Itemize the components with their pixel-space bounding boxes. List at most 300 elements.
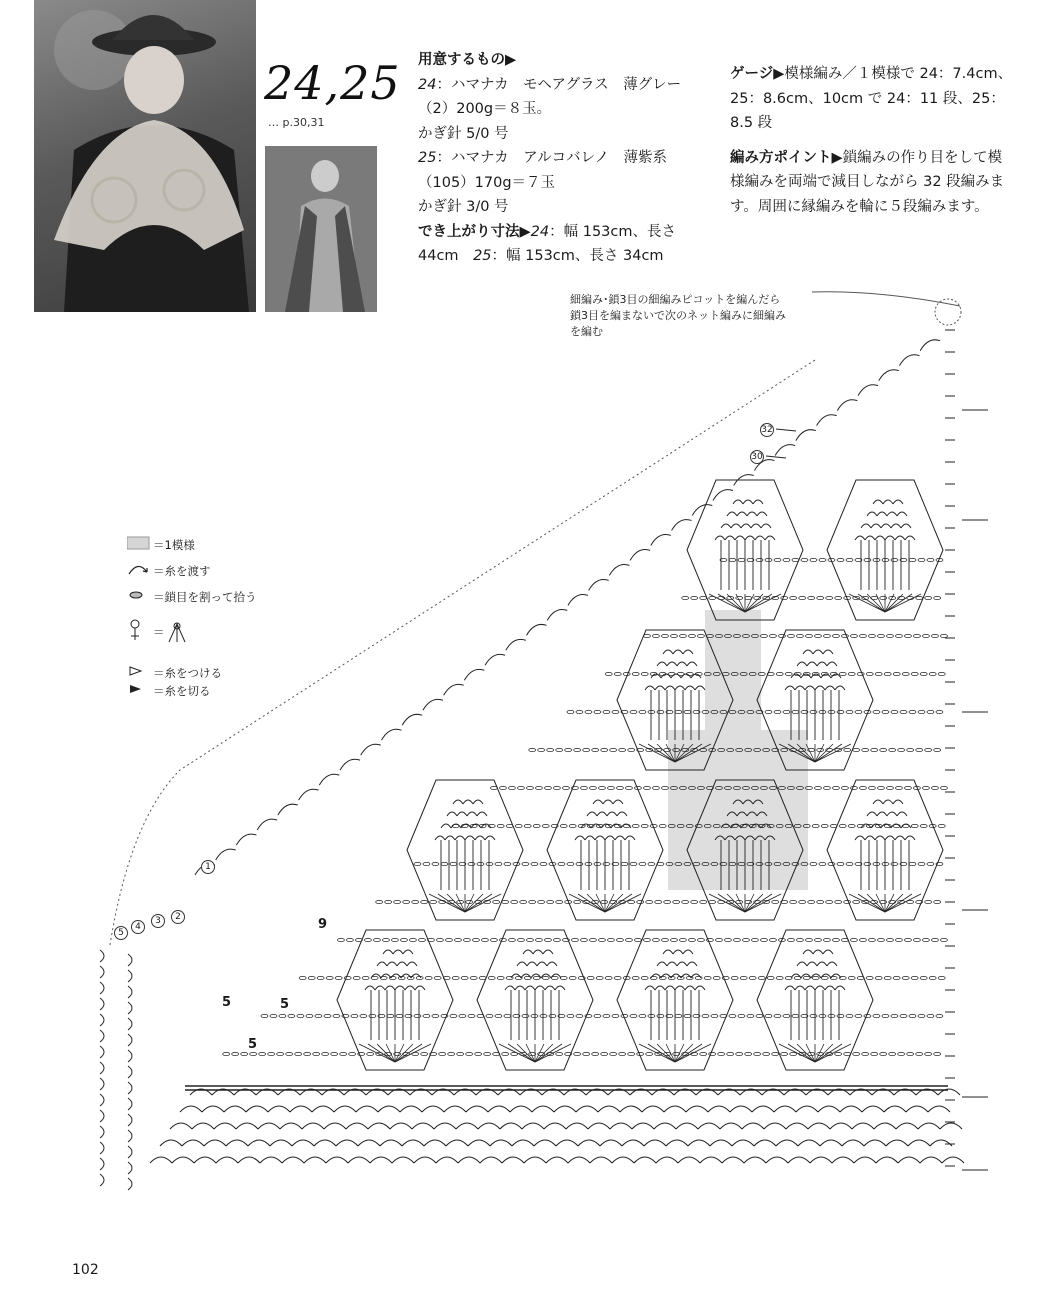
chain-stitch	[511, 900, 518, 903]
pineapple-loop	[675, 686, 685, 690]
chain-stitch	[857, 824, 864, 827]
chain-stitch	[279, 1014, 286, 1017]
pineapple-loop	[825, 686, 835, 690]
chain-loop	[590, 1157, 612, 1163]
chain-stitch	[610, 748, 617, 751]
chain-stitch	[648, 862, 655, 865]
chain-stitch	[358, 1052, 365, 1055]
pineapple-loop	[463, 800, 473, 804]
chain-stitch	[846, 1014, 853, 1017]
chain-loop	[862, 1106, 884, 1112]
chain-loop	[774, 1106, 796, 1112]
pineapple-loop	[695, 986, 705, 990]
chain-stitch	[488, 976, 495, 979]
pineapple-loop	[875, 536, 885, 540]
chain-stitch	[931, 786, 938, 789]
chain-stitch	[808, 596, 815, 599]
pineapple-loop	[801, 974, 811, 978]
chain-stitch	[844, 748, 851, 751]
chain-stitch	[497, 976, 504, 979]
pineapple-loop	[885, 536, 895, 540]
pineapple-loop	[515, 986, 525, 990]
pineapple-loop	[657, 962, 667, 966]
chain-loop	[830, 1123, 852, 1129]
chain-stitch	[679, 938, 686, 941]
chain-stitch	[754, 596, 761, 599]
pineapple-loop	[645, 986, 655, 990]
row-arrow	[776, 429, 796, 431]
chain-stitch	[704, 976, 711, 979]
chain-stitch	[542, 976, 549, 979]
chain-stitch	[313, 1052, 320, 1055]
chain-stitch	[837, 1014, 844, 1017]
chain-stitch	[506, 976, 513, 979]
pineapple-loop	[447, 812, 457, 816]
chain-stitch	[688, 634, 695, 637]
chain-stitch	[322, 1052, 329, 1055]
chain-stitch	[880, 748, 887, 751]
chain-stitch	[925, 1052, 932, 1055]
chart-digit: 5	[280, 997, 290, 1012]
chain-stitch	[403, 900, 410, 903]
chain-stitch	[936, 710, 943, 713]
chain-stitch	[655, 900, 662, 903]
left-edge-loop	[100, 1110, 104, 1122]
chain-loop	[392, 1157, 414, 1163]
pineapple-loop	[465, 836, 475, 840]
chain-loop	[752, 1106, 774, 1112]
chain-loop	[312, 1106, 334, 1112]
chain-stitch	[324, 1014, 331, 1017]
chain-loop	[612, 1157, 634, 1163]
chain-loop	[688, 1140, 710, 1146]
chain-stitch	[477, 862, 484, 865]
left-edge-loop	[100, 1014, 104, 1026]
chain-stitch	[304, 1052, 311, 1055]
chain-stitch	[544, 786, 551, 789]
edging-scallop	[527, 624, 547, 635]
chain-stitch	[925, 596, 932, 599]
chain-loop	[182, 1140, 204, 1146]
chain-stitch	[454, 938, 461, 941]
chain-stitch	[907, 748, 914, 751]
chain-loop	[610, 1123, 632, 1129]
chain-stitch	[859, 786, 866, 789]
chain-loop	[796, 1106, 818, 1112]
fan-stitch	[675, 1044, 693, 1062]
chain-stitch	[657, 1014, 664, 1017]
pattern-25-id: 25	[418, 150, 437, 166]
chain-stitch	[781, 596, 788, 599]
left-edge-loop	[100, 1030, 104, 1042]
chain-loop	[304, 1157, 326, 1163]
chain-stitch	[907, 900, 914, 903]
chain-stitch	[837, 558, 844, 561]
pineapple-loop	[695, 686, 705, 690]
chain-stitch	[659, 976, 666, 979]
chain-stitch	[866, 976, 873, 979]
chain-stitch	[931, 634, 938, 637]
chain-stitch	[796, 938, 803, 941]
chain-stitch	[567, 710, 574, 713]
chain-stitch	[900, 710, 907, 713]
pineapple-loop	[523, 950, 533, 954]
chain-stitch	[895, 634, 902, 637]
chain-stitch	[346, 938, 353, 941]
chain-stitch	[340, 1052, 347, 1055]
pineapple-loop	[795, 986, 805, 990]
pineapple-loop	[887, 812, 897, 816]
filled-triangle-icon	[127, 682, 153, 699]
chain-stitch	[421, 900, 428, 903]
chain-stitch	[711, 1014, 718, 1017]
fan-stitch	[377, 1044, 395, 1062]
chain-stitch	[839, 824, 846, 827]
chain-stitch	[250, 1052, 257, 1055]
pineapple-loop	[547, 962, 557, 966]
chain-stitch	[691, 900, 698, 903]
pineapple-loop	[685, 686, 695, 690]
chain-stitch	[745, 596, 752, 599]
pineapple-loop	[735, 536, 745, 540]
chain-loop	[840, 1106, 862, 1112]
chain-stitch	[891, 558, 898, 561]
gauge-heading: ゲージ▶	[730, 66, 785, 82]
left-edge-loop	[100, 1094, 104, 1106]
chain-stitch	[475, 1052, 482, 1055]
chain-loop	[336, 1140, 358, 1146]
chain-stitch	[821, 976, 828, 979]
pineapple-loop	[645, 686, 655, 690]
edging-scallop	[858, 385, 878, 396]
chain-stitch	[882, 1014, 889, 1017]
chain-loop	[622, 1140, 644, 1146]
chain-loop	[248, 1140, 270, 1146]
pattern-24-id: 24	[418, 76, 437, 93]
chain-loop	[324, 1123, 346, 1129]
chain-loop	[412, 1123, 434, 1129]
chain-stitch	[423, 1014, 430, 1017]
chain-stitch	[934, 748, 941, 751]
chain-stitch	[317, 976, 324, 979]
chain-stitch	[574, 1052, 581, 1055]
pineapple-loop	[397, 962, 407, 966]
chain-stitch	[286, 1052, 293, 1055]
chain-stitch	[848, 672, 855, 675]
pineapple-loop	[675, 986, 685, 990]
pineapple-loop	[387, 962, 397, 966]
chain-loop	[654, 1123, 676, 1129]
chain-stitch	[785, 672, 792, 675]
pineapple-loop	[757, 512, 767, 516]
chain-loop	[434, 1123, 456, 1129]
chain-stitch	[736, 596, 743, 599]
chain-stitch	[857, 976, 864, 979]
pineapple-loop	[895, 536, 905, 540]
chain-stitch	[810, 558, 817, 561]
chain-stitch	[749, 976, 756, 979]
pineapple-loop	[873, 500, 883, 504]
chain-stitch	[634, 938, 641, 941]
pineapple-loop	[823, 650, 833, 654]
chain-loop	[786, 1123, 808, 1129]
pineapple-loop	[415, 986, 425, 990]
chain-stitch	[742, 938, 749, 941]
chain-stitch	[418, 938, 425, 941]
fan-stitch	[885, 894, 921, 912]
chain-stitch	[560, 976, 567, 979]
chain-stitch	[769, 938, 776, 941]
chain-stitch	[873, 558, 880, 561]
chain-stitch	[349, 1052, 356, 1055]
pineapple-loop	[683, 650, 693, 654]
chain-stitch	[457, 1052, 464, 1055]
chain-loop	[260, 1157, 282, 1163]
pineapple-loop	[671, 974, 681, 978]
chain-stitch	[580, 786, 587, 789]
chain-stitch	[819, 710, 826, 713]
chain-stitch	[814, 938, 821, 941]
chain-stitch	[508, 938, 515, 941]
chain-stitch	[277, 1052, 284, 1055]
fan-stitch	[429, 894, 465, 912]
chain-stitch	[922, 938, 929, 941]
chain-stitch	[792, 558, 799, 561]
shaded-square-icon	[127, 536, 153, 553]
chain-stitch	[841, 634, 848, 637]
pineapple-loop	[691, 674, 701, 678]
chain-stitch	[911, 824, 918, 827]
chain-stitch	[223, 1052, 230, 1055]
chain-stitch	[889, 1052, 896, 1055]
chain-stitch	[553, 938, 560, 941]
chain-stitch	[922, 786, 929, 789]
pineapple-loop	[905, 836, 915, 840]
pineapple-loop	[805, 986, 815, 990]
chain-stitch	[468, 862, 475, 865]
chain-loop	[292, 1140, 314, 1146]
fan-stitch	[849, 894, 885, 912]
chain-loop	[510, 1106, 532, 1112]
chain-stitch	[763, 900, 770, 903]
chain-loop	[568, 1157, 590, 1163]
chain-stitch	[765, 558, 772, 561]
chain-stitch	[661, 634, 668, 637]
chain-stitch	[826, 900, 833, 903]
chain-stitch	[718, 1052, 725, 1055]
chain-stitch	[569, 976, 576, 979]
chain-stitch	[819, 1014, 826, 1017]
chain-stitch	[673, 900, 680, 903]
chain-stitch	[556, 1052, 563, 1055]
chain-stitch	[927, 1014, 934, 1017]
chain-stitch	[628, 900, 635, 903]
chain-stitch	[850, 634, 857, 637]
chain-stitch	[337, 938, 344, 941]
pineapple-loop	[741, 524, 751, 528]
pineapple-loop	[897, 812, 907, 816]
size-heading: でき上がり寸法▶	[418, 223, 531, 240]
chain-loop	[940, 1123, 962, 1129]
pineapple-loop	[393, 950, 403, 954]
chain-loop	[620, 1106, 642, 1112]
chain-loop	[798, 1140, 820, 1146]
pineapple-loop	[587, 812, 597, 816]
chain-stitch	[918, 862, 925, 865]
chain-stitch	[423, 862, 430, 865]
yarn-24-text: ：ハマナカ モヘアグラス 薄グレー（2）200g＝８玉。	[418, 76, 682, 117]
chain-loop	[566, 1123, 588, 1129]
size-24-id: 24	[530, 223, 550, 240]
pineapple-loop	[531, 974, 541, 978]
chain-loop	[270, 1140, 292, 1146]
chain-stitch	[439, 1052, 446, 1055]
chain-stitch	[920, 672, 927, 675]
pineapple-loop	[817, 662, 827, 666]
pineapple-loop	[733, 500, 743, 504]
chain-stitch	[774, 1014, 781, 1017]
chain-stitch	[695, 976, 702, 979]
chain-stitch	[414, 1014, 421, 1017]
left-edge-loop	[128, 1018, 132, 1030]
chain-stitch	[661, 786, 668, 789]
pineapple-loop	[671, 674, 681, 678]
chain-loop	[314, 1140, 336, 1146]
chain-stitch	[835, 900, 842, 903]
legend-item	[127, 562, 211, 579]
arc-arrow-icon	[127, 562, 153, 579]
chain-stitch	[925, 748, 932, 751]
pineapple-loop	[505, 986, 515, 990]
pineapple-loop	[533, 950, 543, 954]
fan-stitch	[395, 1044, 413, 1062]
chain-stitch	[605, 672, 612, 675]
chain-loop	[446, 1140, 468, 1146]
chain-loop	[754, 1140, 776, 1146]
chain-loop	[204, 1140, 226, 1146]
chain-loop	[192, 1123, 214, 1129]
chain-stitch	[531, 1014, 538, 1017]
annotation-line-1: 細編み･鎖3目の細編みピコットを編んだら	[570, 293, 781, 306]
left-edge-loop	[128, 954, 132, 966]
chain-stitch	[524, 976, 531, 979]
legend-label: ＝	[153, 624, 165, 639]
chain-stitch	[877, 786, 884, 789]
pineapple-loop	[815, 986, 825, 990]
edging-scallop	[340, 759, 360, 770]
chain-stitch	[670, 938, 677, 941]
chain-stitch	[403, 1052, 410, 1055]
left-edge-loop	[100, 1062, 104, 1074]
pineapple-loop	[365, 986, 375, 990]
chain-stitch	[526, 938, 533, 941]
chain-stitch	[565, 748, 572, 751]
chain-stitch	[902, 976, 909, 979]
pineapple-loop	[897, 512, 907, 516]
chain-stitch	[540, 862, 547, 865]
chain-stitch	[938, 672, 945, 675]
chain-stitch	[335, 976, 342, 979]
chain-stitch	[810, 862, 817, 865]
stitch-equivalence-svg	[127, 618, 151, 642]
chain-stitch	[295, 1052, 302, 1055]
chain-stitch	[412, 1052, 419, 1055]
chain-stitch	[760, 634, 767, 637]
edging-scallop	[236, 834, 256, 845]
chain-stitch	[535, 786, 542, 789]
chain-loop	[424, 1140, 446, 1146]
chain-loop	[908, 1140, 930, 1146]
open-triangle-svg	[127, 664, 151, 678]
chain-stitch	[486, 1014, 493, 1017]
pineapple-loop	[877, 512, 887, 516]
chain-stitch	[760, 938, 767, 941]
chain-loop	[842, 1140, 864, 1146]
chain-stitch	[745, 900, 752, 903]
chain-stitch	[891, 862, 898, 865]
chain-stitch	[414, 862, 421, 865]
chain-stitch	[922, 634, 929, 637]
pineapple-loop	[457, 812, 467, 816]
chain-stitch	[823, 938, 830, 941]
chain-loop	[678, 1157, 700, 1163]
left-edge-loop	[128, 1114, 132, 1126]
pineapple-loop	[785, 686, 795, 690]
pattern-repeat-shade	[668, 730, 808, 890]
chain-stitch	[344, 976, 351, 979]
chain-loop	[238, 1157, 260, 1163]
pineapple-loop	[751, 524, 761, 528]
chain-loop	[886, 1140, 908, 1146]
chain-stitch	[643, 938, 650, 941]
chain-stitch	[621, 862, 628, 865]
pineapple-loop	[855, 836, 865, 840]
chain-stitch	[630, 1014, 637, 1017]
chain-loop	[732, 1140, 754, 1146]
chain-stitch	[670, 634, 677, 637]
fan-stitch	[508, 1044, 535, 1062]
chain-stitch	[466, 1052, 473, 1055]
chain-stitch	[837, 862, 844, 865]
edging-scallop	[713, 490, 733, 501]
chain-stitch	[830, 824, 837, 827]
chain-stitch	[814, 634, 821, 637]
fan-stitch	[815, 744, 842, 762]
chain-stitch	[841, 786, 848, 789]
left-edge-loop	[128, 1082, 132, 1094]
chain-loop	[224, 1106, 246, 1112]
chain-stitch	[700, 596, 707, 599]
chain-stitch	[882, 710, 889, 713]
pineapple-loop	[511, 974, 521, 978]
chain-stitch	[909, 710, 916, 713]
chain-stitch	[781, 1052, 788, 1055]
pineapple-loop	[441, 824, 451, 828]
chain-stitch	[576, 710, 583, 713]
chart-layer	[100, 292, 988, 1190]
chain-stitch	[659, 824, 666, 827]
chain-stitch	[745, 1052, 752, 1055]
pineapple-loop	[785, 986, 795, 990]
chain-stitch	[625, 786, 632, 789]
chain-stitch	[868, 938, 875, 941]
chain-stitch	[769, 634, 776, 637]
chain-loop	[576, 1106, 598, 1112]
chain-stitch	[652, 938, 659, 941]
pineapple-loop	[721, 524, 731, 528]
chain-stitch	[787, 634, 794, 637]
chain-stitch	[729, 558, 736, 561]
